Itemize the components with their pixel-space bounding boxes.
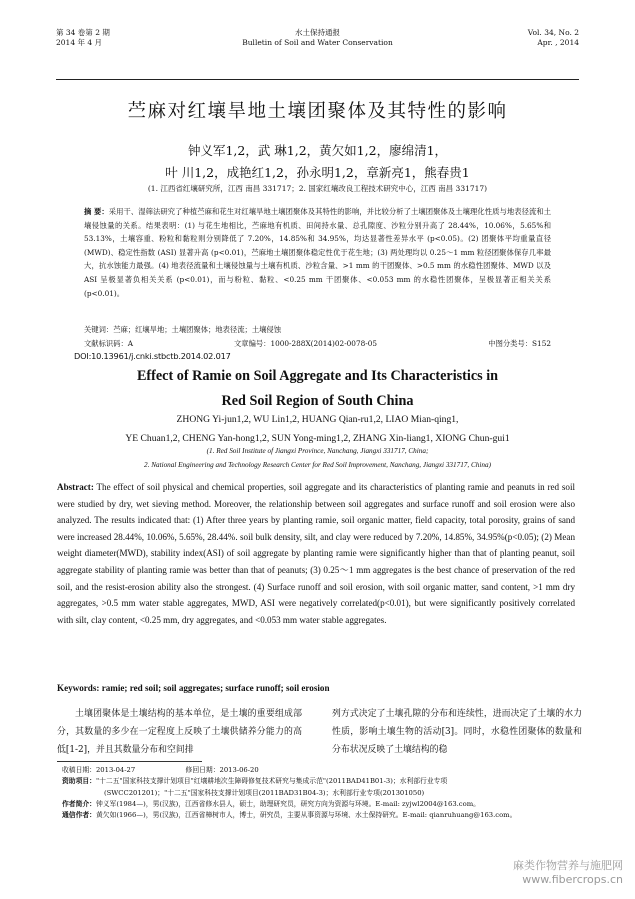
abstract-cn-label: 摘 要： — [84, 207, 109, 216]
site-watermark — [513, 859, 623, 887]
authors-en-line: ZHONG Yi-jun1,2, WU Lin1,2, HUANG Qian-ru1,2, LIAO Mian-qing1, — [176, 414, 459, 425]
title-en — [0, 364, 635, 414]
issue-info-en — [528, 28, 579, 47]
footnote-corresponding — [62, 810, 577, 821]
keywords-cn — [84, 325, 551, 335]
received-date: 收稿日期：2013-04-27 — [62, 766, 136, 774]
corresponding-text: 黄欠如(1966—)，男(汉族)，江西省樟树市人，博士，研究员，主要从事资源与环境、水土保持研究。E-mail: qianruhuang@163.com。 — [95, 811, 517, 820]
keywords-en: Keywords: ramie; red soil; soil aggregates; surface runoff; soil erosion — [57, 683, 330, 693]
authors-cn — [90, 140, 545, 184]
author-bio-label: 作者简介： — [62, 799, 96, 808]
body-text-right: 列方式决定了土壤孔隙的分布和连续性，进而决定了土壤的水力性质，影响土壤生物的活动[3]。同时，水稳性团聚体的数量和分布状况反映了土壤结构的稳 — [332, 709, 582, 756]
footnote-rule — [57, 761, 202, 762]
authors-cn-line: 钟义军1,2，武 琳1,2，黄欠如1,2，廖绵清1， — [187, 143, 448, 158]
abstract-en — [57, 479, 575, 628]
keywords-cn-text: 苎麻；红壤旱地；土壤团聚体；地表径流；土壤侵蚀 — [113, 325, 282, 334]
authors-cn-line: 叶 川1,2，成艳红1,2，孙永明1,2，章新亮1，熊春贵1 — [165, 165, 470, 180]
title-cn: 苎麻对红壤旱地土壤团聚体及其特性的影响 — [127, 101, 508, 122]
date-cn: 2014 年 4 月 — [56, 37, 103, 47]
revised-date: 修回日期：2013-06-20 — [185, 766, 259, 774]
body-text-left: 土壤团聚体是土壤结构的基本单位，是土壤的重要组成部分，其数量的多少在一定程度上反映了土壤供储养分能力的高低[1-2]，并且其数量分布和空间排 — [57, 709, 302, 756]
affiliation-en-line: 2. National Engineering and Technology Research Center for Red Soil Improvement, Nanchang, Jiangxi 331717, China) — [144, 461, 491, 469]
affiliation-en-line: (1. Red Soil Institute of Jiangxi Province, Nanchang, Jiangxi 331717, China; — [206, 447, 429, 455]
classification-meta — [84, 339, 551, 351]
abstract-en-text: The effect of soil physical and chemical properties, soil aggregate and its characteristics of planting ramie and peanuts in red soil were studied by dry, wet sieving method. Moreover, the relationship between soil aggregates and surface runoff and soil erosion were also analyzed. The results indicated that: (1) After three years by planting ramie, soil organic matter, field capacity, total porosity, grains of sand were increased 28.44%, 10.06%, 5.65%, 28.44%. soil bulk density, silt, and clay were reduced by 7.20%, 14.85%, 34.95%(p<0.05); (2) Mean weight diameter(MWD), stability index(ASI) of soil aggregate by planting ramie were significantly higher than that of planting peanut, soil aggregate stability of planting ramie was better than that of peanuts; (3) 0.25～1 mm aggregates is the best chance of preservation of the red soil, and the resist-erosion ability also the strongest. (4) Surface runoff and soil erosion, with soil organic matter, sand content, >1 mm dry aggregates, >0.5 mm water stable aggregates, MWD, ASI were negatively correlated(p<0.01), but were significantly positively correlated with silt, clay content, <0.25 mm, dry aggregates, and <0.053 mm water stable aggregates. — [57, 482, 576, 625]
watermark-cn: 麻类作物营养与施肥网 — [513, 859, 623, 872]
article-number: 文章编号：1000-288X(2014)02-0078-05 — [234, 339, 377, 348]
authors-en-line: YE Chuan1,2, CHENG Yan-hong1,2, SUN Yong-ming1,2, ZHANG Xin-liang1, XIONG Chun-gui1 — [125, 433, 510, 444]
doi-link[interactable]: DOI:10.13961/j.cnki.stbctb.2014.02.017 — [74, 351, 231, 361]
title-en-line: Red Soil Region of South China — [221, 393, 414, 409]
watermark-url: www.fibercrops.cn — [522, 873, 623, 886]
footnote-fund — [62, 776, 577, 787]
volume-issue-en: Vol. 34, No. 2 — [527, 28, 579, 37]
footnote — [62, 765, 577, 821]
affiliation-cn: (1. 江西省红壤研究所，江西 南昌 331717；2. 国家红壤改良工程技术研究中心，江西 南昌 331717) — [147, 184, 488, 193]
journal-name-en: Bulletin of Soil and Water Conservation — [242, 37, 393, 47]
abstract-cn-text: 采用干、湿筛法研究了种植苎麻和花生对红壤旱地土壤团聚体及其特性的影响，并比较分析了土壤团聚体及土壤理化性质与地表径流和土壤侵蚀量的关系。结果表明：(1) 与花生地相比，苎麻地有机质、田间持水量、总孔隙度、沙粒分别升高了 28.44%，10.06%，5.65%和 53.13%，土壤容重、粉粒和黏粒则分别降低了 7.20%，14.85%和 34.95%，均达显著性差异水平 (p<0.05)。(2) 团聚体平均重量直径 (MWD)、稳定性指数 (ASI) 显著升高 (p<0.01)，苎麻地土壤团聚体稳定性优于花生地；(3) 两处理均以 0.25～1 mm 粒径团聚体保存几率最大，抗水蚀能力最强。(4) 地表径流量和土壤侵蚀量与土壤有机质、沙粒含量、>1 mm 的干团聚体、>0.5 mm 的水稳性团聚体、MWD 以及 ASI 呈极显著负相关关系 (p<0.01)，而与粉粒、黏粒、<0.25 mm 干团聚体、<0.053 mm 的水稳性团聚体，呈极显著正相关关系 (p<0.01)。 — [84, 207, 551, 298]
journal-name — [56, 28, 579, 47]
affiliation-en — [40, 444, 595, 472]
journal-name-cn: 水土保持通报 — [295, 28, 340, 37]
volume-issue-cn: 第 34 卷第 2 期 — [56, 28, 110, 37]
footnote-fund-cont: (SWCC201201)；"十二五"国家科技支撑计划项目(2011BAD31B04-3)；水利部行业专项(201301050) — [104, 788, 425, 797]
header-rule — [56, 79, 579, 80]
doc-code: 文献标识码：A — [84, 339, 134, 348]
abstract-en-label: Abstract: — [57, 482, 94, 492]
footnote-author — [62, 799, 577, 810]
corresponding-label: 通信作者： — [62, 811, 96, 820]
authors-en — [60, 410, 575, 448]
date-en: Apr. , 2014 — [537, 37, 579, 47]
abstract-cn — [84, 205, 551, 300]
fund-text: "十二五"国家科技支撑计划项目"红壤耕地次生障碍修复技术研究与集成示范"(2011BAD41B01-3)；水利部行业专项 — [95, 777, 448, 786]
author-bio-text: 钟义军(1984—)，男(汉族)，江西省修水县人，硕士，助理研究员，研究方向为资源与环境。E-mail: zyjwl2004@163.com。 — [95, 799, 480, 808]
footnote-dates — [62, 765, 577, 776]
fund-label: 资助项目： — [62, 777, 96, 786]
clc-number: 中图分类号：S152 — [488, 339, 551, 348]
keywords-cn-label: 关键词： — [84, 325, 114, 334]
title-en-line: Effect of Ramie on Soil Aggregate and Its Characteristics in — [136, 368, 499, 384]
running-header — [56, 28, 579, 58]
